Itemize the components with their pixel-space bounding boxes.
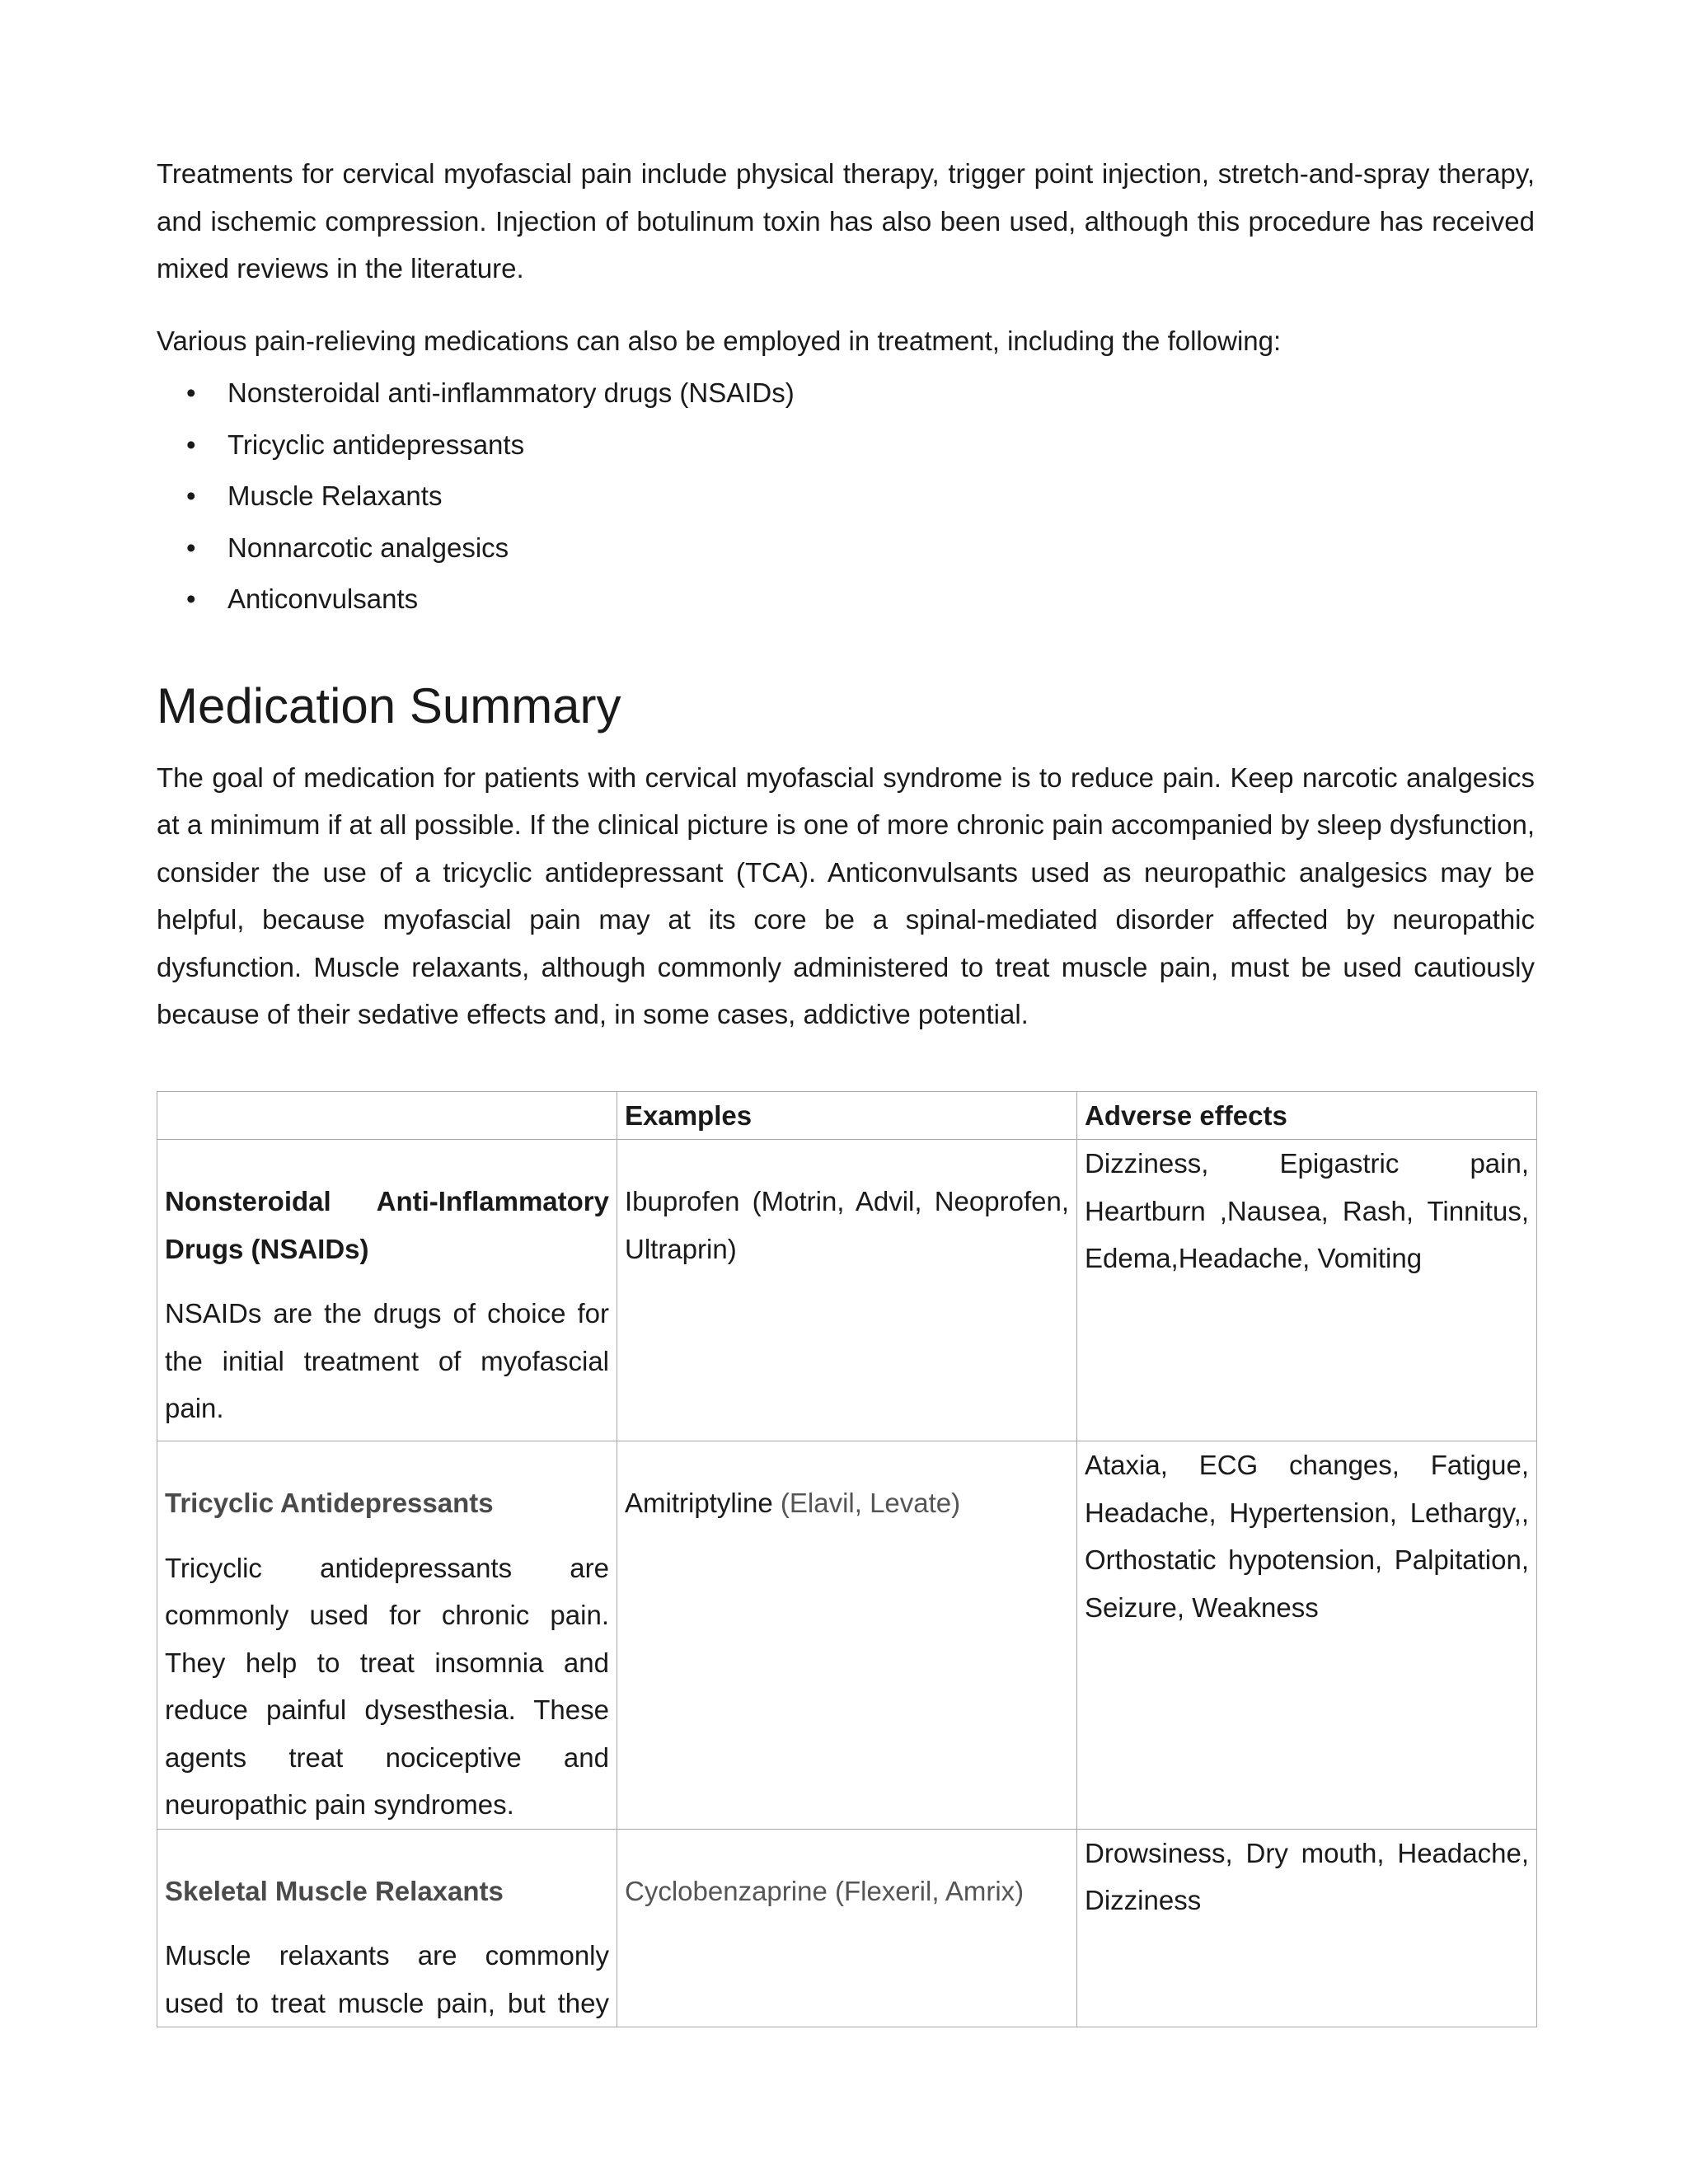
summary-paragraph: The goal of medication for patients with cervical myofascial syndrome is to reduce pain. Keep narcotic analgesics at a minimum if at all possible. If the clinical picture is one of more chronic pain accompanied by sleep dysfunction, consider the use of a tricyclic antidepressant (TCA). Anticonvulsants used as neuropathic analgesics may be helpful, because myofascial pain may at its core be a spinal-mediated disorder affected by neuropathic dysfunction. Muscle relaxants, although commonly administered to treat muscle pain, must be used cautiously because of their sedative effects and, in some cases, addictive potential. <box>157 762 1535 1029</box>
medications-lead: Various pain-relieving medications can also be employed in treatment, including the following: <box>157 325 1282 356</box>
adverse-effects-cell <box>1077 1140 1537 1441</box>
header-cell-examples: Examples <box>617 1091 1077 1140</box>
drug-class-title: Tricyclic Antidepressants <box>165 1488 494 1518</box>
section-heading: Medication Summary <box>157 677 621 733</box>
header-cell-class <box>157 1091 617 1140</box>
list-item: • Nonnarcotic analgesics <box>157 523 1535 574</box>
drug-class-cell <box>157 1829 617 2027</box>
list-item: • Muscle Relaxants <box>157 471 1535 523</box>
adverse-effects-text: Drowsiness, Dry mouth, Headache, Dizziness <box>1085 1837 1529 1915</box>
adverse-effects-cell <box>1077 1829 1537 2027</box>
table-row <box>157 1829 1537 2027</box>
table-row <box>157 1140 1537 1441</box>
adverse-effects-text: Ataxia, ECG changes, Fatigue, Headache, Hypertension, Lethargy,, Orthostatic hypotension, Palpitation, Seizure, Weakness <box>1085 1450 1529 1623</box>
drug-class-description: Tricyclic antidepressants are commonly used for chronic pain. They help to treat insomnia and reduce painful dysesthesia. These agents treat nociceptive and neuropathic pain syndromes. <box>165 1552 609 1820</box>
drug-class-description: NSAIDs are the drugs of choice for the initial treatment of myofascial pain. <box>165 1298 609 1423</box>
examples-cell <box>617 1441 1077 1830</box>
medications-list <box>157 368 1535 626</box>
examples-cell <box>617 1829 1077 2027</box>
drug-class-description: Muscle relaxants are commonly used to treat muscle pain, but they <box>165 1940 609 2018</box>
adverse-effects-text: Dizziness, Epigastric pain, Heartburn ,Nausea, Rash, Tinnitus, Edema,Headache, Vomiting <box>1085 1148 1529 1273</box>
header-cell-adverse: Adverse effects <box>1077 1091 1537 1140</box>
drug-class-cell <box>157 1441 617 1830</box>
list-item: • Nonsteroidal anti-inflammatory drugs (NSAIDs) <box>157 368 1535 419</box>
document-page <box>157 150 1535 2027</box>
table-header-row <box>157 1091 1537 1140</box>
table-row <box>157 1441 1537 1830</box>
list-item: • Anticonvulsants <box>157 574 1535 626</box>
list-item: • Tricyclic antidepressants <box>157 419 1535 471</box>
medication-table <box>157 1091 1537 2028</box>
drug-class-cell <box>157 1140 617 1441</box>
example-brands: Cyclobenzaprine (Flexeril, Amrix) <box>625 1875 1025 1906</box>
examples-cell <box>617 1140 1077 1441</box>
example-brands: (Elavil, Levate) <box>772 1488 961 1518</box>
drug-class-title: Nonsteroidal Anti-Inflammatory Drugs (NSAIDs) <box>165 1186 609 1264</box>
drug-class-title: Skeletal Muscle Relaxants <box>165 1875 504 1906</box>
example-drug: Amitriptyline <box>625 1488 773 1518</box>
intro-paragraph: Treatments for cervical myofascial pain include physical therapy, trigger point injection, stretch-and-spray therapy, and ischemic compression. Injection of botulinum toxin has also been used, although this procedure has received mixed reviews in the literature. <box>157 158 1535 284</box>
adverse-effects-cell <box>1077 1441 1537 1830</box>
example-drug: Ibuprofen (Motrin, Advil, Neoprofen, Ultraprin) <box>625 1186 1069 1264</box>
